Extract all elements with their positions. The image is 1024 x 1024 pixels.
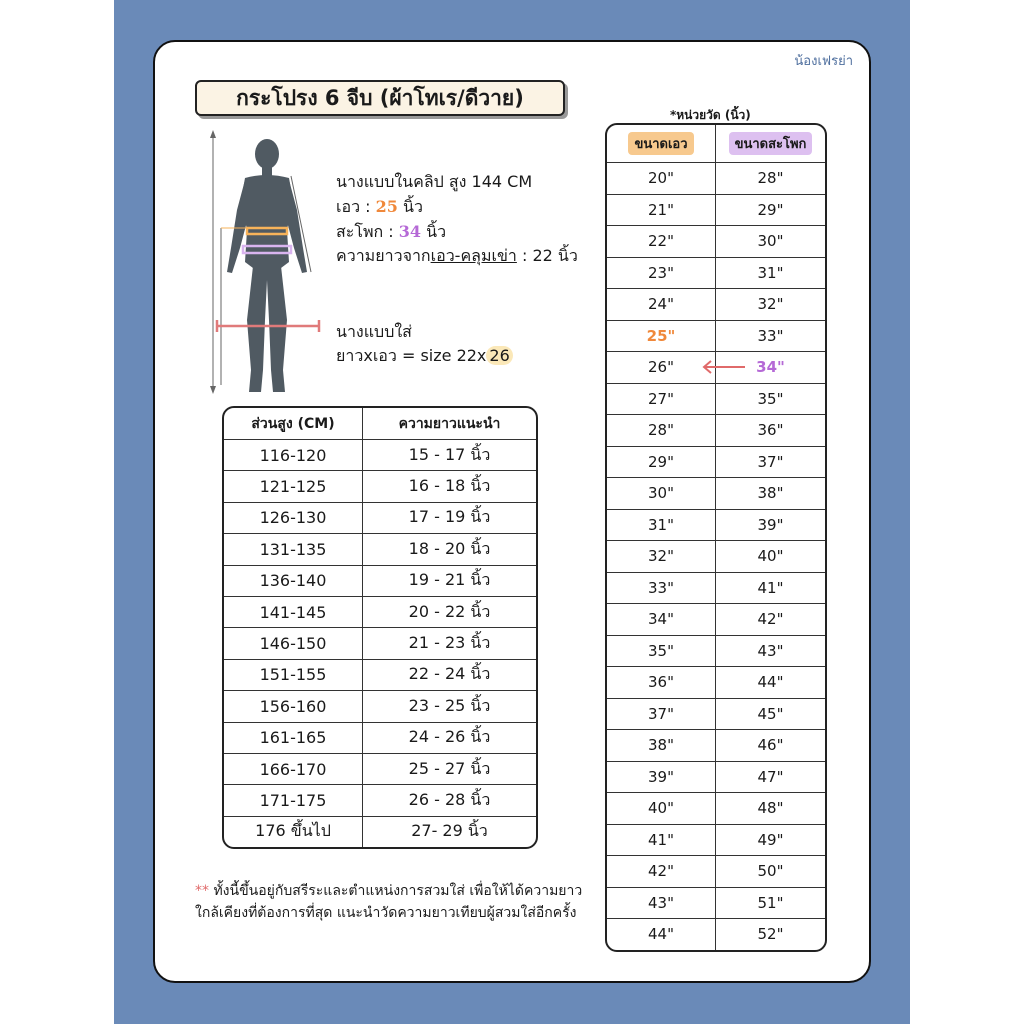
height-range-cell: 171-175 — [224, 785, 363, 816]
height-range-cell: 176 ขึ้นไป — [224, 817, 363, 847]
hip-size-cell: 41" — [716, 573, 825, 605]
height-range-cell: 146-150 — [224, 628, 363, 659]
waist-header-pill: ขนาดเอว — [628, 132, 693, 155]
table-row — [607, 825, 825, 857]
height-range-cell: 141-145 — [224, 597, 363, 628]
model-length-prefix: ความยาวจาก — [336, 246, 431, 265]
recommended-length-cell: 15 - 17 นิ้ว — [363, 440, 536, 471]
table-header-row — [607, 125, 825, 163]
table-row — [607, 415, 825, 447]
table-row — [224, 785, 536, 816]
hip-size-cell: 34" — [716, 352, 825, 384]
hip-size-cell: 49" — [716, 825, 825, 857]
table-row — [607, 856, 825, 888]
waist-size-cell: 28" — [607, 415, 716, 447]
hip-size-cell: 44" — [716, 667, 825, 699]
footnote — [195, 880, 605, 924]
height-range-cell: 166-170 — [224, 754, 363, 785]
hip-size-cell: 31" — [716, 258, 825, 290]
table-row — [607, 762, 825, 794]
table-row — [607, 163, 825, 195]
hip-size-cell: 36" — [716, 415, 825, 447]
table-row — [224, 503, 536, 534]
hip-size-cell: 30" — [716, 226, 825, 258]
hip-size-cell: 37" — [716, 447, 825, 479]
table-row — [607, 478, 825, 510]
brand-name: น้องเฟรย่า — [794, 54, 853, 69]
table-row — [607, 919, 825, 950]
table-row — [607, 258, 825, 290]
model-hip-line — [336, 220, 446, 245]
height-table-body — [224, 440, 536, 847]
recommended-length-cell: 19 - 21 นิ้ว — [363, 566, 536, 597]
table-row — [224, 471, 536, 502]
table-row — [224, 628, 536, 659]
table-row — [607, 636, 825, 668]
waist-size-cell: 26" — [607, 352, 716, 384]
model-waist-unit: นิ้ว — [403, 197, 423, 216]
table-row — [607, 510, 825, 542]
table-row — [607, 699, 825, 731]
waist-size-cell: 34" — [607, 604, 716, 636]
model-hip-unit: นิ้ว — [426, 222, 447, 241]
hip-size-cell: 50" — [716, 856, 825, 888]
waist-size-cell: 38" — [607, 730, 716, 762]
hip-size-cell: 32" — [716, 289, 825, 321]
waist-size-cell: 37" — [607, 699, 716, 731]
table-header-row — [224, 408, 536, 440]
model-length-suffix: : 22 นิ้ว — [516, 246, 578, 265]
waist-size-cell: 36" — [607, 667, 716, 699]
header-length: ความยาวแนะนำ — [363, 408, 536, 440]
body-silhouette-illustration — [207, 130, 327, 395]
recommended-length-cell: 25 - 27 นิ้ว — [363, 754, 536, 785]
hip-size-cell: 42" — [716, 604, 825, 636]
table-row — [607, 321, 825, 353]
waist-size-cell: 23" — [607, 258, 716, 290]
waist-size-cell: 25" — [607, 321, 716, 353]
hip-size-cell: 52" — [757, 925, 784, 944]
waist-size-cell: 43" — [607, 888, 716, 920]
waist-size-cell: 31" — [607, 510, 716, 542]
table-row — [224, 660, 536, 691]
table-row — [224, 597, 536, 628]
waist-size-cell: 39" — [607, 762, 716, 794]
waist-size-cell: 42" — [607, 856, 716, 888]
recommended-length-cell: 23 - 25 นิ้ว — [363, 691, 536, 722]
arrow-left-icon — [701, 360, 747, 374]
hip-size-cell: 28" — [716, 163, 825, 195]
hip-size-cell: 33" — [716, 321, 825, 353]
recommended-length-cell: 22 - 24 นิ้ว — [363, 660, 536, 691]
recommended-length-cell: 20 - 22 นิ้ว — [363, 597, 536, 628]
waist-size-cell: 24" — [607, 289, 716, 321]
hip-size-cell: 47" — [716, 762, 825, 794]
height-length-table — [222, 406, 538, 849]
table-row — [607, 447, 825, 479]
table-row — [607, 793, 825, 825]
model-wear-prefix: ยาวxเอว = size 22x — [336, 346, 487, 365]
model-waist-label: เอว : — [336, 197, 371, 216]
height-range-cell: 116-120 — [224, 440, 363, 471]
recommended-length-cell: 26 - 28 นิ้ว — [363, 785, 536, 816]
waist-size-cell: 33" — [607, 573, 716, 605]
table-row — [224, 440, 536, 471]
unit-label: *หน่วยวัด (นิ้ว) — [670, 108, 751, 122]
height-range-cell: 136-140 — [224, 566, 363, 597]
height-range-cell: 126-130 — [224, 503, 363, 534]
hip-size-cell: 35" — [716, 384, 825, 416]
height-range-cell: 161-165 — [224, 723, 363, 754]
table-row — [224, 817, 536, 847]
table-row — [224, 566, 536, 597]
footnote-text: ทั้งนี้ขึ้นอยู่กับสรีระและตำแหน่งการสวมใส่ เพื่อให้ได้ความยาวใกล้เคียงที่ต้องการที่สุด แนะนำวัดความยาวเทียบผู้สวมใส่อีกครั้ง — [195, 883, 583, 921]
footnote-stars: ** — [195, 883, 209, 899]
hip-size-cell: 51" — [716, 888, 825, 920]
table-row — [607, 573, 825, 605]
table-row — [224, 534, 536, 565]
height-range-cell: 121-125 — [224, 471, 363, 502]
recommended-length-cell: 27- 29 นิ้ว — [411, 821, 488, 841]
height-range-cell: 151-155 — [224, 660, 363, 691]
hip-size-cell: 40" — [716, 541, 825, 573]
recommended-length-cell: 16 - 18 นิ้ว — [363, 471, 536, 502]
model-wear-line2 — [336, 344, 513, 369]
waist-size-cell: 20" — [607, 163, 716, 195]
hip-size-cell: 46" — [716, 730, 825, 762]
hip-size-cell: 48" — [716, 793, 825, 825]
header-height: ส่วนสูง (CM) — [224, 408, 363, 440]
header-hip — [716, 125, 825, 163]
model-waist-line — [336, 195, 423, 220]
table-row — [607, 289, 825, 321]
waist-size-cell: 35" — [607, 636, 716, 668]
hip-size-cell: 29" — [716, 195, 825, 227]
model-length-line — [336, 244, 578, 269]
hip-size-cell: 38" — [716, 478, 825, 510]
table-row — [607, 730, 825, 762]
waist-hip-size-table — [605, 123, 827, 952]
waist-size-cell: 41" — [607, 825, 716, 857]
model-hip-value: 34 — [398, 222, 422, 241]
table-row — [607, 384, 825, 416]
table-row — [607, 604, 825, 636]
waist-size-cell: 27" — [607, 384, 716, 416]
waist-size-cell: 29" — [607, 447, 716, 479]
hip-size-cell: 43" — [716, 636, 825, 668]
table-row — [224, 691, 536, 722]
hip-size-cell: 39" — [716, 510, 825, 542]
model-length-underlined: เอว-คลุมเข่า — [430, 246, 517, 265]
recommended-length-cell: 18 - 20 นิ้ว — [363, 534, 536, 565]
model-height-text: นางแบบในคลิป สูง 144 CM — [336, 172, 533, 191]
waist-size-cell: 44" — [607, 919, 716, 950]
model-waist-value: 25 — [375, 197, 398, 216]
model-wear-highlight: 26 — [486, 346, 512, 365]
recommended-length-cell: 24 - 26 นิ้ว — [363, 723, 536, 754]
waist-size-cell: 22" — [607, 226, 716, 258]
table-row — [224, 723, 536, 754]
table-row — [607, 667, 825, 699]
height-range-cell: 156-160 — [224, 691, 363, 722]
table-row — [607, 888, 825, 920]
header-waist — [607, 125, 716, 163]
product-title: กระโปรง 6 จีบ (ผ้าโทเร/ดีวาย) — [195, 80, 565, 116]
waist-size-cell: 30" — [607, 478, 716, 510]
table-row — [607, 226, 825, 258]
table-row — [607, 541, 825, 573]
table-row — [224, 754, 536, 785]
waist-size-cell: 21" — [607, 195, 716, 227]
model-hip-label: สะโพก : — [336, 222, 394, 241]
table-row — [607, 195, 825, 227]
height-range-cell: 131-135 — [224, 534, 363, 565]
hip-size-cell: 45" — [716, 699, 825, 731]
waist-size-cell: 32" — [607, 541, 716, 573]
waist-size-cell: 40" — [607, 793, 716, 825]
hip-header-pill: ขนาดสะโพก — [729, 132, 813, 155]
model-wear-line1: นางแบบใส่ — [336, 322, 412, 341]
size-table-body — [607, 163, 825, 950]
recommended-length-cell: 17 - 19 นิ้ว — [363, 503, 536, 534]
recommended-length-cell: 21 - 23 นิ้ว — [363, 628, 536, 659]
size-chart-card — [153, 40, 871, 983]
